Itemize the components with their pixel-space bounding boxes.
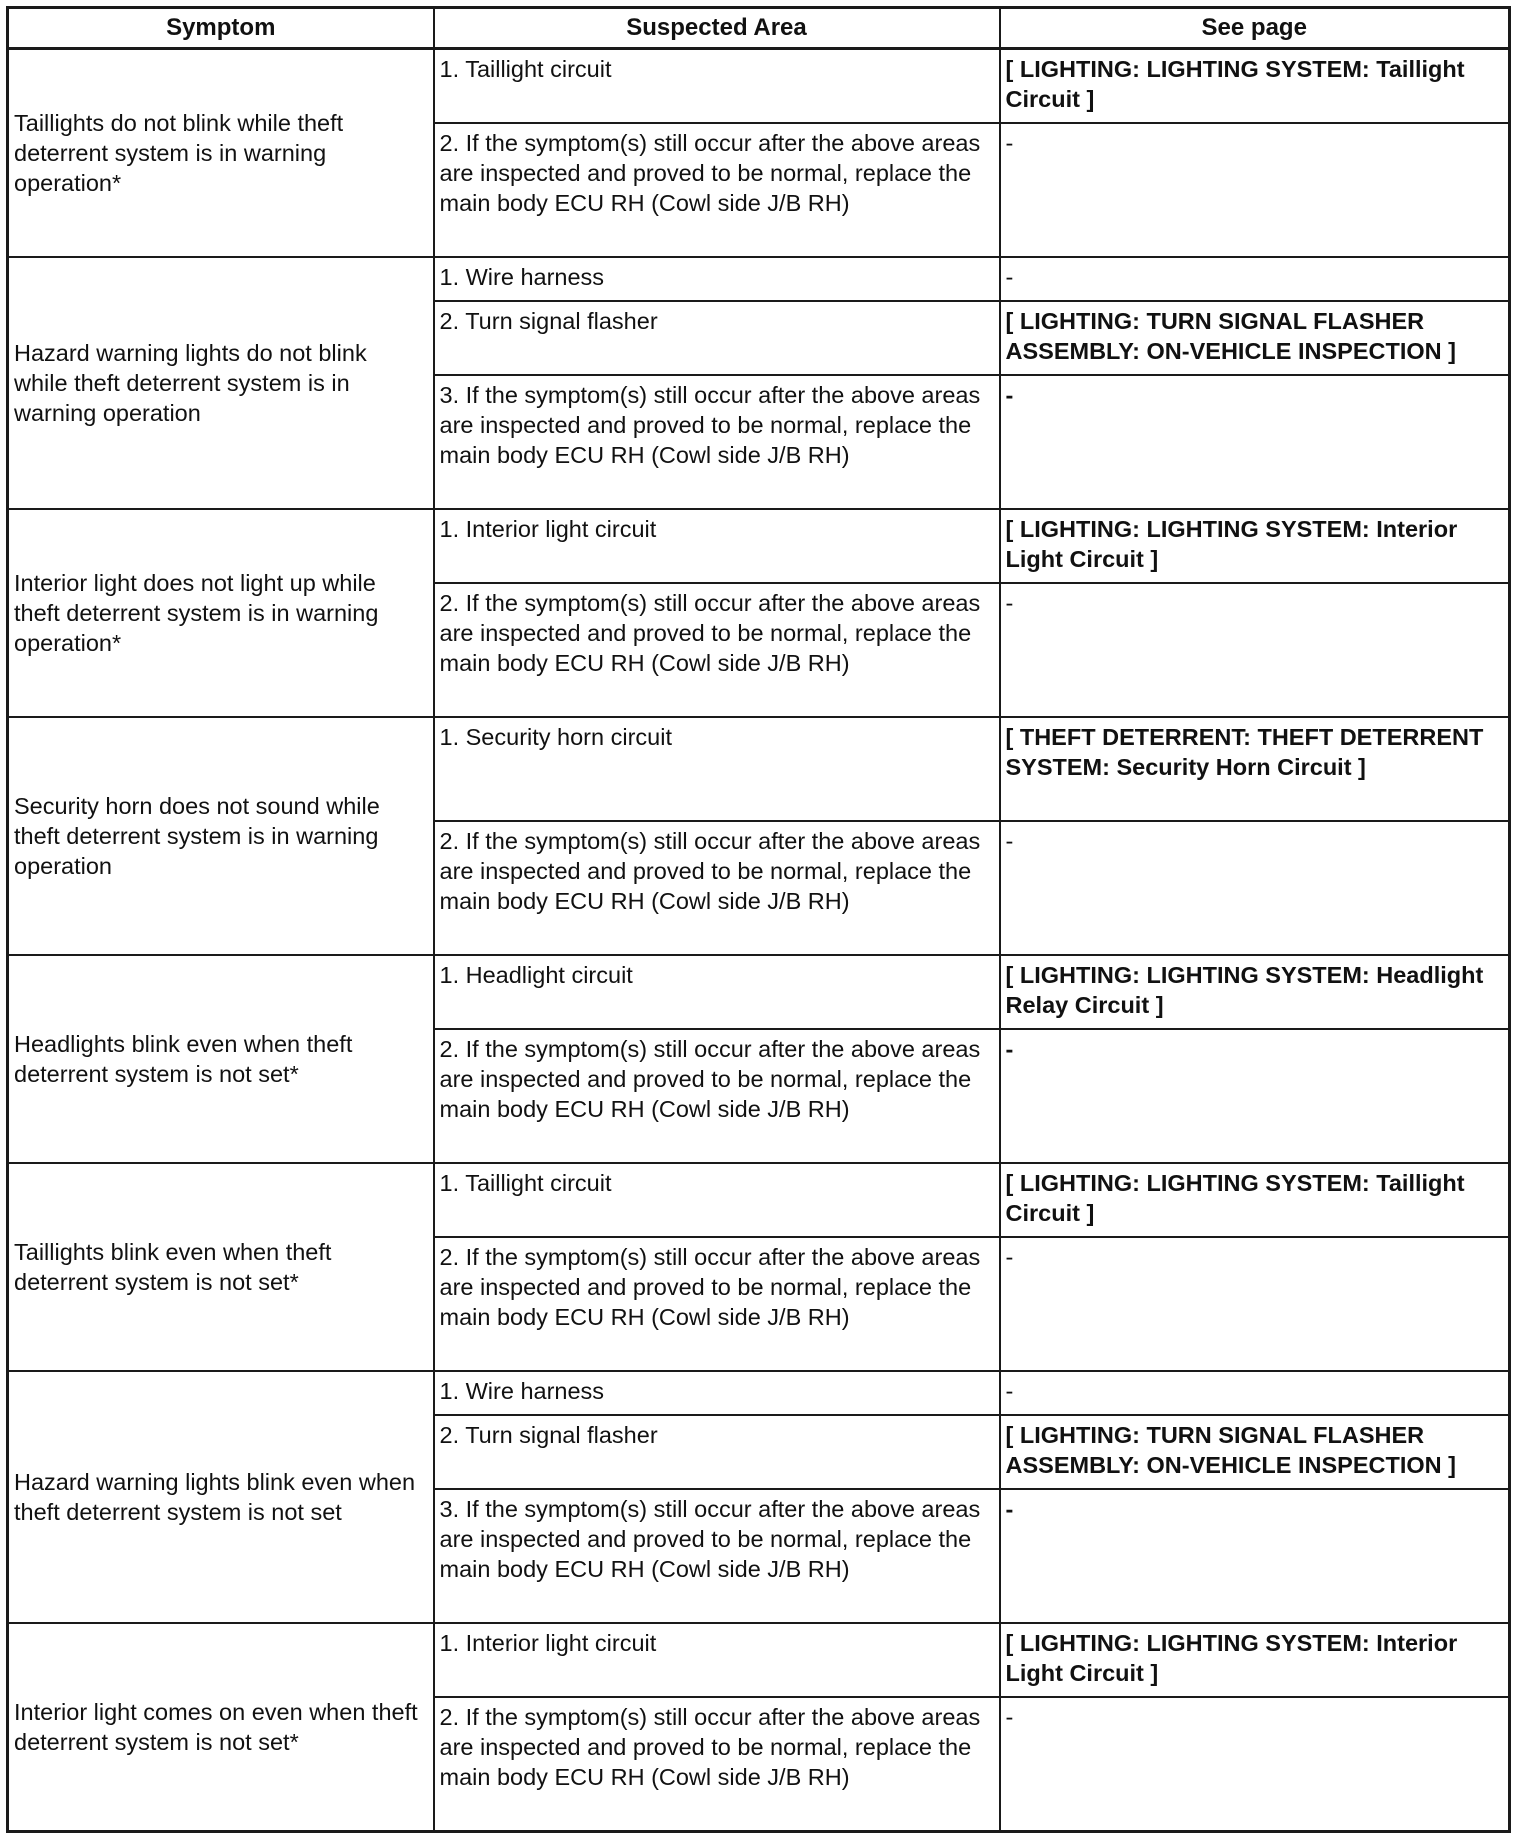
suspected-area-cell: 2. If the symptom(s) still occur after the above areas are inspected and proved to be normal, replace the main body ECU RH (Cowl side J/B RH) (434, 1029, 1000, 1163)
symptom-cell: Taillights blink even when theft deterrent system is not set* (8, 1163, 434, 1371)
see-page-cell: [ LIGHTING: LIGHTING SYSTEM: Headlight Relay Circuit ] (1000, 955, 1510, 1029)
symptom-cell: Hazard warning lights blink even when theft deterrent system is not set (8, 1371, 434, 1623)
symptom-cell: Interior light comes on even when theft deterrent system is not set* (8, 1623, 434, 1832)
header-suspected-area: Suspected Area (434, 8, 1000, 49)
table-row (8, 1623, 1510, 1697)
suspected-area-cell: 2. If the symptom(s) still occur after the above areas are inspected and proved to be normal, replace the main body ECU RH (Cowl side J/B RH) (434, 123, 1000, 257)
table-row (8, 1371, 1510, 1415)
table-row (8, 717, 1510, 821)
see-page-cell: [ LIGHTING: LIGHTING SYSTEM: Taillight Circuit ] (1000, 1163, 1510, 1237)
header-see-page: See page (1000, 8, 1510, 49)
symptom-cell: Security horn does not sound while theft deterrent system is in warning operation (8, 717, 434, 955)
suspected-area-cell: 2. If the symptom(s) still occur after the above areas are inspected and proved to be normal, replace the main body ECU RH (Cowl side J/B RH) (434, 1697, 1000, 1832)
suspected-area-cell: 1. Security horn circuit (434, 717, 1000, 821)
suspected-area-cell: 2. Turn signal flasher (434, 1415, 1000, 1489)
symptom-cell: Taillights do not blink while theft deterrent system is in warning operation* (8, 49, 434, 258)
table-row (8, 1163, 1510, 1237)
table-row (8, 509, 1510, 583)
suspected-area-cell: 1. Interior light circuit (434, 1623, 1000, 1697)
see-page-cell: - (1000, 1237, 1510, 1371)
suspected-area-cell: 1. Taillight circuit (434, 49, 1000, 124)
symptom-cell: Interior light does not light up while theft deterrent system is in warning operation* (8, 509, 434, 717)
suspected-area-cell: 3. If the symptom(s) still occur after the above areas are inspected and proved to be normal, replace the main body ECU RH (Cowl side J/B RH) (434, 1489, 1000, 1623)
see-page-cell: - (1000, 583, 1510, 717)
table-row (8, 955, 1510, 1029)
see-page-cell: [ LIGHTING: LIGHTING SYSTEM: Taillight Circuit ] (1000, 49, 1510, 124)
suspected-area-cell: 2. If the symptom(s) still occur after the above areas are inspected and proved to be normal, replace the main body ECU RH (Cowl side J/B RH) (434, 583, 1000, 717)
suspected-area-cell: 3. If the symptom(s) still occur after the above areas are inspected and proved to be normal, replace the main body ECU RH (Cowl side J/B RH) (434, 375, 1000, 509)
suspected-area-cell: 1. Interior light circuit (434, 509, 1000, 583)
symptom-cell: Headlights blink even when theft deterrent system is not set* (8, 955, 434, 1163)
see-page-cell: [ LIGHTING: LIGHTING SYSTEM: Interior Light Circuit ] (1000, 509, 1510, 583)
see-page-cell: - (1000, 375, 1510, 509)
suspected-area-cell: 1. Headlight circuit (434, 955, 1000, 1029)
table-row (8, 257, 1510, 301)
suspected-area-cell: 1. Wire harness (434, 257, 1000, 301)
header-symptom: Symptom (8, 8, 434, 49)
see-page-cell: - (1000, 1029, 1510, 1163)
suspected-area-cell: 2. Turn signal flasher (434, 301, 1000, 375)
suspected-area-cell: 1. Wire harness (434, 1371, 1000, 1415)
see-page-cell: - (1000, 1371, 1510, 1415)
suspected-area-cell: 2. If the symptom(s) still occur after the above areas are inspected and proved to be normal, replace the main body ECU RH (Cowl side J/B RH) (434, 821, 1000, 955)
see-page-cell: [ THEFT DETERRENT: THEFT DETERRENT SYSTEM: Security Horn Circuit ] (1000, 717, 1510, 821)
see-page-cell: - (1000, 1697, 1510, 1832)
table-row (8, 49, 1510, 124)
table-header-row (8, 8, 1510, 49)
see-page-cell: [ LIGHTING: LIGHTING SYSTEM: Interior Light Circuit ] (1000, 1623, 1510, 1697)
see-page-cell: [ LIGHTING: TURN SIGNAL FLASHER ASSEMBLY: ON-VEHICLE INSPECTION ] (1000, 301, 1510, 375)
symptom-cell: Hazard warning lights do not blink while theft deterrent system is in warning operation (8, 257, 434, 509)
see-page-cell: - (1000, 821, 1510, 955)
see-page-cell: - (1000, 257, 1510, 301)
document-sheet (6, 6, 1508, 1833)
problem-symptoms-table (6, 6, 1511, 1833)
suspected-area-cell: 2. If the symptom(s) still occur after the above areas are inspected and proved to be normal, replace the main body ECU RH (Cowl side J/B RH) (434, 1237, 1000, 1371)
see-page-cell: [ LIGHTING: TURN SIGNAL FLASHER ASSEMBLY: ON-VEHICLE INSPECTION ] (1000, 1415, 1510, 1489)
see-page-cell: - (1000, 1489, 1510, 1623)
see-page-cell: - (1000, 123, 1510, 257)
suspected-area-cell: 1. Taillight circuit (434, 1163, 1000, 1237)
